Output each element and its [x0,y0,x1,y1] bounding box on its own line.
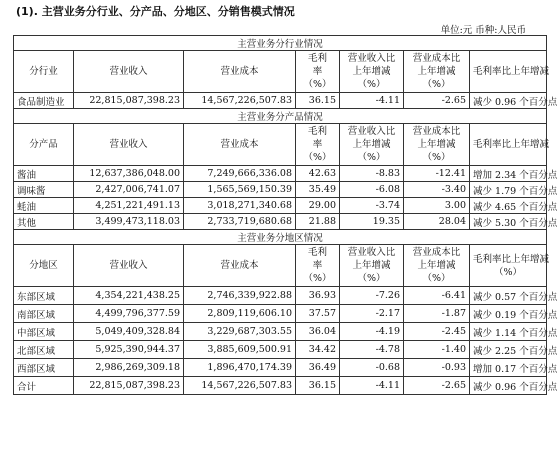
table-cell: 减少 4.65 个百分点 [470,198,547,214]
table-cell: 其他 [14,214,74,230]
table-cell: -12.41 [404,166,470,182]
table-cell: 3,229,687,303.55 [184,323,296,341]
table-cell: 中部区域 [14,323,74,341]
table-cell: -2.45 [404,323,470,341]
table-cell: 4,251,221,491.13 [74,198,184,214]
column-header: 营业收入比 上年增减 （%） [340,124,404,166]
table-cell: 36.15 [296,377,340,395]
table-row [14,166,547,182]
table-row [14,287,547,305]
section-title: 主营业务分行业情况 [14,36,547,51]
table-cell: 42.63 [296,166,340,182]
table-cell: 2,427,006,741.07 [74,182,184,198]
section-title: 主营业务分地区情况 [14,230,547,245]
table-cell: 减少 0.57 个百分点 [470,287,547,305]
table-cell: 5,049,409,328.84 [74,323,184,341]
table-row [14,214,547,230]
table-cell: 西部区域 [14,359,74,377]
table-cell: 蚝油 [14,198,74,214]
table-row [14,359,547,377]
table-cell: -3.74 [340,198,404,214]
table-cell: -4.19 [340,323,404,341]
column-header: 营业收入比 上年增减 （%） [340,51,404,93]
table-cell: 2,746,339,922.88 [184,287,296,305]
table-cell: -6.08 [340,182,404,198]
table-cell: 22,815,087,398.23 [74,93,184,109]
table-cell: 减少 0.19 个百分点 [470,305,547,323]
segment-table [13,35,557,395]
table-cell: 36.49 [296,359,340,377]
table-cell: 酱油 [14,166,74,182]
column-header: 毛利 率 （%） [296,51,340,93]
report-heading: (1). 主营业务分行业、分产品、分地区、分销售模式情况 [16,5,295,18]
table-cell: -3.40 [404,182,470,198]
table-row [14,198,547,214]
table-cell: 3,499,473,118.03 [74,214,184,230]
table-cell: 21.88 [296,214,340,230]
column-header: 营业成本 [184,245,296,287]
column-header: 毛利 率 （%） [296,124,340,166]
table-cell: -1.40 [404,341,470,359]
table-cell: -2.17 [340,305,404,323]
table-cell: 4,354,221,438.25 [74,287,184,305]
table-cell: 增加 0.17 个百分点 [470,359,547,377]
column-header: 营业成本比 上年增减 （%） [404,124,470,166]
table-cell: -4.78 [340,341,404,359]
table-row [14,305,547,323]
table-cell: 减少 5.30 个百分点 [470,214,547,230]
table-cell: 4,499,796,377.59 [74,305,184,323]
table-row [14,377,547,395]
table-cell: 减少 0.96 个百分点 [470,93,547,109]
table-cell: -4.11 [340,93,404,109]
table-cell: -1.87 [404,305,470,323]
table-cell: -8.83 [340,166,404,182]
column-header: 营业成本 [184,124,296,166]
table-cell: 2,733,719,680.68 [184,214,296,230]
table-cell: 37.57 [296,305,340,323]
table-cell: -2.65 [404,377,470,395]
table-cell: 29.00 [296,198,340,214]
table-cell: 12,637,386,048.00 [74,166,184,182]
column-header: 毛利率比上年增减 （%） [470,245,547,287]
column-header: 毛利率比上年增减 [470,51,547,93]
column-header: 分地区 [14,245,74,287]
table-cell: 14,567,226,507.83 [184,377,296,395]
table-cell: 3.00 [404,198,470,214]
table-cell: 增加 2.34 个百分点 [470,166,547,182]
table-cell: 36.04 [296,323,340,341]
table-cell: 5,925,390,944.37 [74,341,184,359]
table-cell: 35.49 [296,182,340,198]
table-cell: 东部区域 [14,287,74,305]
column-header: 营业成本 [184,51,296,93]
column-header: 营业成本比 上年增减 （%） [404,51,470,93]
table-cell: -2.65 [404,93,470,109]
column-header: 营业成本比 上年增减 （%） [404,245,470,287]
table-row [14,182,547,198]
table-row [14,93,547,109]
table-cell: 19.35 [340,214,404,230]
column-header: 营业收入 [74,51,184,93]
column-header: 分行业 [14,51,74,93]
column-header: 毛利 率 （%） [296,245,340,287]
table-cell: 减少 2.25 个百分点 [470,341,547,359]
table-cell: -4.11 [340,377,404,395]
table-cell: 南部区域 [14,305,74,323]
column-header: 营业收入比 上年增减 （%） [340,245,404,287]
table-cell: 2,986,269,309.18 [74,359,184,377]
table-cell: 22,815,087,398.23 [74,377,184,395]
table-cell: -7.26 [340,287,404,305]
table-cell: 减少 1.14 个百分点 [470,323,547,341]
table-cell: -6.41 [404,287,470,305]
table-cell: 2,809,119,606.10 [184,305,296,323]
section-title: 主营业务分产品情况 [14,109,547,124]
table-cell: -0.68 [340,359,404,377]
table-cell: 北部区域 [14,341,74,359]
column-header: 营业收入 [74,245,184,287]
table-cell: 7,249,666,336.08 [184,166,296,182]
table-cell: 3,885,609,500.91 [184,341,296,359]
table-cell: 36.93 [296,287,340,305]
table-cell: 调味酱 [14,182,74,198]
table-cell: 3,018,271,340.68 [184,198,296,214]
table-cell: 合计 [14,377,74,395]
column-header: 毛利率比上年增减 [470,124,547,166]
table-row [14,341,547,359]
table-cell: -0.93 [404,359,470,377]
table-cell: 减少 0.96 个百分点 [470,377,547,395]
unit-currency-line: 单位:元 币种:人民币 [440,25,526,36]
column-header: 营业收入 [74,124,184,166]
table-cell: 14,567,226,507.83 [184,93,296,109]
table-cell: 28.04 [404,214,470,230]
table-row [14,323,547,341]
table-cell: 减少 1.79 个百分点 [470,182,547,198]
column-header: 分产品 [14,124,74,166]
table-cell: 36.15 [296,93,340,109]
table-cell: 食品制造业 [14,93,74,109]
table-cell: 1,896,470,174.39 [184,359,296,377]
table-cell: 34.42 [296,341,340,359]
table-cell: 1,565,569,150.39 [184,182,296,198]
